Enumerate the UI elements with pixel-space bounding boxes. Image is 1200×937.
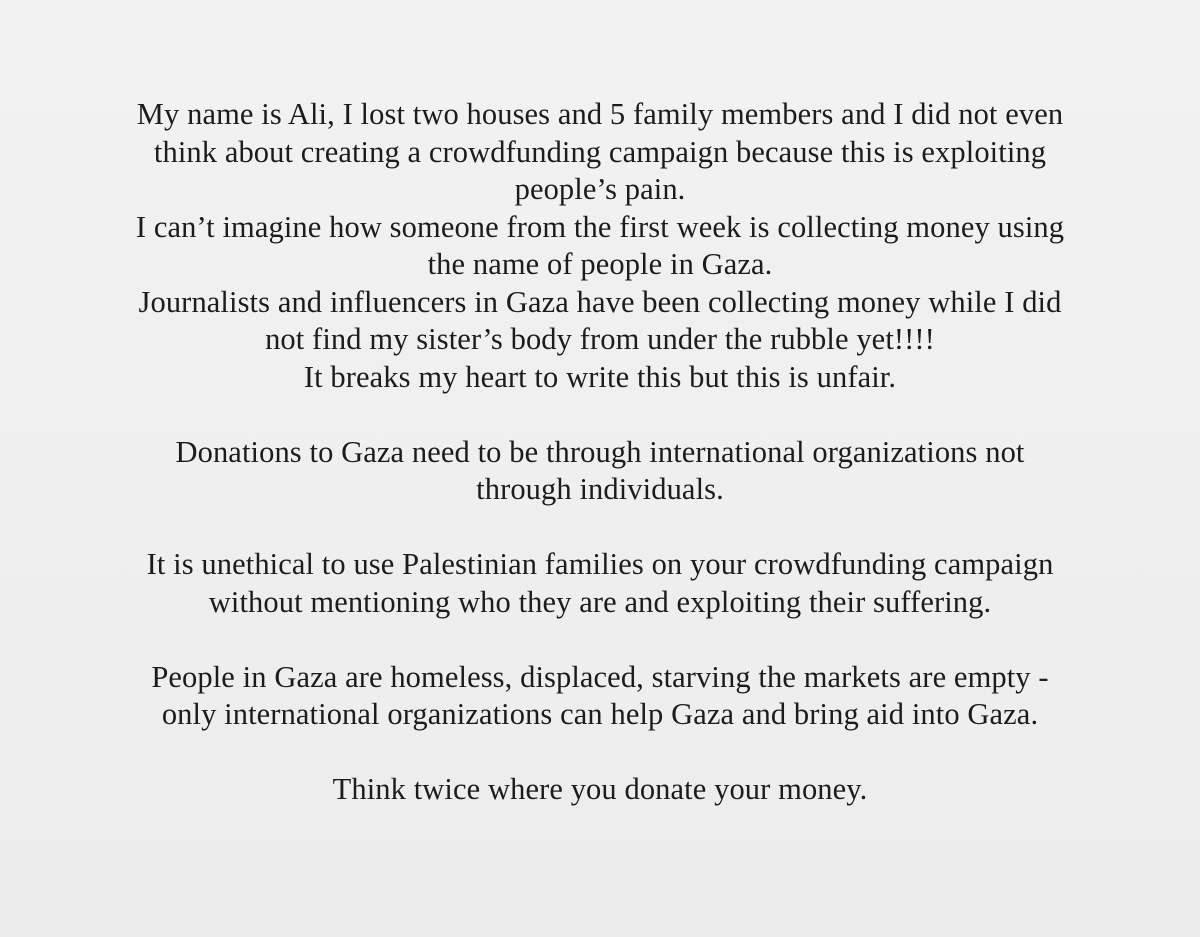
text-line: I can’t imagine how someone from the first week is collecting money using	[135, 209, 1065, 244]
text-line: My name is Ali, I lost two houses and 5 family members and I did not even	[136, 97, 1064, 131]
text-line: Donations to Gaza need to be through international organizations not	[175, 434, 1025, 469]
message-text	[40, 96, 1160, 809]
text-line: People in Gaza are homeless, displaced, starving the markets are empty -	[151, 659, 1049, 694]
text-line: Think twice where you donate your money.	[332, 772, 868, 806]
text-line: people’s pain.	[514, 172, 686, 206]
paragraph-gap	[40, 509, 1160, 547]
paragraph-gap	[40, 396, 1160, 434]
text-line: without mentioning who they are and exploiting their suffering.	[208, 584, 992, 619]
text-line: the name of people in Gaza.	[427, 247, 773, 281]
text-line: not find my sister’s body from under the rubble yet!!!!	[265, 322, 935, 356]
text-line: Journalists and influencers in Gaza have been collecting money while I did	[138, 284, 1062, 319]
paragraph-gap	[40, 734, 1160, 772]
text-line: only international organizations can help Gaza and bring aid into Gaza.	[161, 697, 1039, 731]
paragraph-gap	[40, 621, 1160, 659]
text-line: It breaks my heart to write this but this is unfair.	[303, 359, 897, 394]
text-line: think about creating a crowdfunding campaign because this is exploiting	[153, 134, 1047, 169]
text-line: It is unethical to use Palestinian families on your crowdfunding campaign	[146, 547, 1054, 581]
text-line: through individuals.	[476, 472, 724, 506]
